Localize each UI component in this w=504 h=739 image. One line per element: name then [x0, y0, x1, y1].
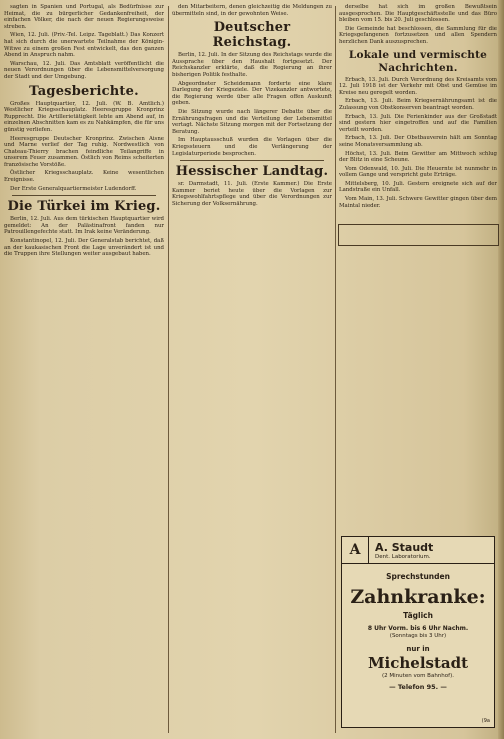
- ad-line-bahnhof: (2 Minuten vom Bahnhof).: [382, 673, 454, 679]
- section-title-tagesberichte: Tagesberichte.: [29, 83, 139, 99]
- ad-code: (9a: [481, 718, 490, 724]
- ad-line-sprechstunden: Sprechstunden: [386, 572, 450, 581]
- ad-subtitle: Dent. Laboratorium.: [375, 553, 431, 560]
- col3-section1-paragraphs: [339, 77, 497, 210]
- article-paragraph: Der Erste Generalquartiermeister Ludendorff.: [10, 185, 137, 192]
- ad-logo-icon: A: [342, 537, 369, 563]
- article-paragraph: den Mitarbeitern, denen gleichzeitig die Meldungen zu übermitteln sind, in der gewohnten Weise.: [172, 4, 332, 17]
- article-paragraph: sr. Darmstadt, 11. Juli. (Erste Kammer.) Die Erste Kammer beriet heute über die Vorlagen zur Kriegswohlfahrtspflege und über die Verordnungen zur Sicherung der Volksernährung.: [172, 181, 332, 207]
- article-paragraph: Höchst, 13. Juli. Beim Gewitter am Mittwoch schlug der Blitz in eine Scheune.: [339, 150, 497, 164]
- article-paragraph: derselbe hat sich im großen Bewußtsein ausgesprochen. Die Hauptgeschäftsstelle und das Büro bleiben vom 15. bis 20. Juli geschlossen.: [339, 4, 497, 24]
- ad-line-telefon: — Telefon 95. —: [389, 683, 447, 691]
- article-paragraph: Erbach, 13. Juli. Durch Verordnung des Kreisamts vom 12. Juli 1918 ist der Verkehr mit Obst und Gemüse im Kreise neu geregelt worden.: [339, 76, 497, 96]
- article-paragraph: Erbach, 13. Juli. Beim Kriegsernährungsamt ist die Zulassung von Obstkonserven beantragt worden.: [339, 98, 497, 111]
- ad-line-michelstadt: Michelstadt: [367, 654, 469, 672]
- ad-name-block: [369, 541, 494, 560]
- ad-line-taeglich: Täglich: [403, 611, 433, 620]
- page-edge: [498, 0, 504, 739]
- column-rule-2: [335, 6, 336, 733]
- column-rule-1: [168, 6, 169, 733]
- ad-name: A. Staudt: [375, 540, 434, 554]
- divider: [180, 160, 324, 161]
- col2-section2-paragraphs: [172, 181, 332, 207]
- article-paragraph: Warschau, 12. Juli. Das Amtsblatt veröffentlicht die neuen Verordnungen über die Lebensmittelversorgung der Stadt und der Umgebung.: [4, 60, 164, 80]
- article-paragraph: Konstantinopel, 12. Juli. Der Generalstab berichtet, daß an der kaukasischen Front die Lage unverändert ist und die Truppen ihre Stellungen weiter ausgebaut haben.: [4, 238, 164, 258]
- article-paragraph: Heeresgruppe Deutscher Kronprinz. Zwischen Aisne und Marne verlief der Tag ruhig. Nordwestlich von Chateau-Thierry brachen feindliche Teilangriffe in unserem Feuer zusammen. Östlich von Reims scheiterten französische Vorstöße.: [4, 135, 164, 168]
- article-paragraph: Die Sitzung wurde nach längerer Debatte über die Ernährungsfragen und die Verteilung der Lebensmittel vertagt. Nächste Sitzung morgen mit der Fortsetzung der Beratung.: [172, 108, 332, 135]
- section-title-landtag: Hessischer Landtag.: [175, 164, 329, 180]
- ad-line-hours: 8 Uhr Vorm. bis 6 Uhr Nachm.: [367, 625, 469, 632]
- article-paragraph: Abgeordneter Scheidemann forderte eine klare Darlegung der Kriegsziele. Der Vizekanzler antwortete, die Regierung werde über alle Fragen offen Auskunft geben.: [172, 80, 332, 107]
- article-paragraph: Mittelsberg, 10. Juli. Gestern ereignete sich auf der Landstraße ein Unfall.: [339, 180, 497, 194]
- col1-top-paragraphs: [4, 4, 164, 81]
- section-title-tuerkei: Die Türkei im Krieg.: [7, 199, 161, 215]
- col2-top-paragraphs: [172, 4, 332, 17]
- ad-header: [342, 537, 494, 564]
- article-paragraph: Berlin, 12. Juli. Aus dem türkischen Hauptquartier wird gemeldet: An der Palästinafront fanden nur Patrouillengefechte statt. Im Irak keine Veränderung.: [4, 216, 164, 236]
- ad-line-zahnkranke: Zahnkranke:: [350, 586, 486, 608]
- col3-top-paragraphs: [339, 4, 497, 46]
- article-paragraph: Großes Hauptquartier, 12. Juli. (W. B. Amtlich.) Westlicher Kriegsschauplatz. Heeresgruppe Kronprinz Rupprecht. Die Artillerietätigkeit lebte am Abend auf, in einzelnen Abschnitten kam es zu Nahkämpfen, die für uns günstig verliefen.: [4, 100, 164, 133]
- article-paragraph: Im Hauptausschuß wurden die Vorlagen über die Kriegssteuern und die Verlängerung der Legislaturperiode besprochen.: [172, 137, 332, 157]
- section-frame: [338, 224, 499, 246]
- article-paragraph: sagten in Spanien und Portugal, als Bedürfnisse zur Heimat, die zu bürgerlicher Gedankenfreiheit, der einfachen Völker, die nach der neuen Regierungsweise streben.: [4, 4, 164, 30]
- column-2: [172, 4, 332, 735]
- article-paragraph: Erbach, 13. Juli. Der Obstbauverein hält am Sonntag seine Monatsversammlung ab.: [339, 135, 497, 148]
- article-paragraph: Berlin, 12. Juli. In der Sitzung des Reichstags wurde die Aussprache über den Haushalt fortgesetzt. Der Reichskanzler erklärte, daß die Regierung an ihrer bisherigen Politik festhalte.: [172, 52, 332, 78]
- article-paragraph: Vom Odenwald, 10. Juli. Die Heuernte ist nunmehr in vollem Gange und verspricht gute Erträge.: [339, 165, 497, 179]
- section-title-reichstag: Deutscher Reichstag.: [212, 20, 292, 51]
- divider: [12, 195, 156, 196]
- dentist-advertisement: [341, 536, 495, 728]
- article-paragraph: Die Gemeinde hat beschlossen, die Sammlung für die Kriegsgefangenen fortzusetzen und allen Spendern herzlichen Dank auszusprechen.: [339, 25, 497, 45]
- article-paragraph: Östlicher Kriegsschauplatz. Keine wesentlichen Ereignisse.: [4, 170, 164, 184]
- col2-section1-paragraphs: [172, 52, 332, 157]
- col1-section1-paragraphs: [4, 101, 164, 193]
- article-paragraph: Wien, 12. Juli. (Priv.-Tel. Leipz. Tageblatt.) Das Konzert hat sich durch die unerwartete Teilnahme der Königin-Witwe zu einem großen Fest entwickelt, das den ganzen Abend in Anspruch nahm.: [4, 32, 164, 59]
- article-paragraph: Erbach, 13. Juli. Die Ferienkinder aus der Großstadt sind gestern hier eingetroffen und auf die Familien verteilt worden.: [339, 113, 497, 133]
- article-paragraph: Vom Main, 13. Juli. Schwere Gewitter gingen über dem Maintal nieder.: [339, 196, 497, 209]
- column-1: [4, 4, 164, 735]
- col1-section2-paragraphs: [4, 216, 164, 258]
- ad-line-sundays: (Sonntags bis 3 Uhr): [389, 633, 447, 639]
- ad-line-nur-in: nur in: [406, 645, 430, 653]
- section-title-lokales: Lokale und vermischte Nachrichten.: [348, 48, 488, 74]
